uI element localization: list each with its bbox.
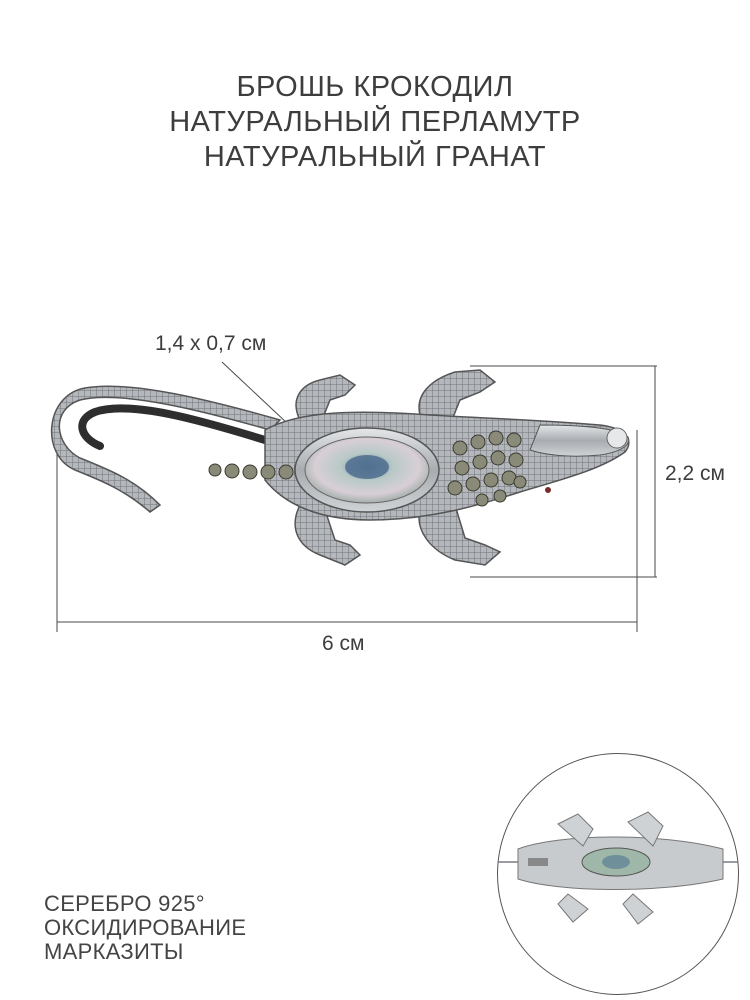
material-specs xyxy=(44,892,246,964)
crocodile-tail xyxy=(52,386,280,512)
title-line-1: БРОШЬ КРОКОДИЛ xyxy=(236,71,514,103)
back-view-inset xyxy=(497,753,739,995)
title-line-2: НАТУРАЛЬНЫЙ ПЕРЛАМУТР xyxy=(169,106,581,138)
brooch-back-view xyxy=(498,754,738,994)
spec-silver: СЕРЕБРО 925° xyxy=(44,891,205,916)
stone-size-label: 1,4 х 0,7 см xyxy=(155,332,267,355)
title-line-3: НАТУРАЛЬНЫЙ ГРАНАТ xyxy=(203,141,547,173)
length-label: 6 см xyxy=(322,632,365,655)
pearl-stone xyxy=(295,428,439,512)
spec-marcasites: МАРКАЗИТЫ xyxy=(44,939,184,964)
spec-oxidation: ОКСИДИРОВАНИЕ xyxy=(44,915,247,940)
height-label: 2,2 см xyxy=(665,462,725,485)
